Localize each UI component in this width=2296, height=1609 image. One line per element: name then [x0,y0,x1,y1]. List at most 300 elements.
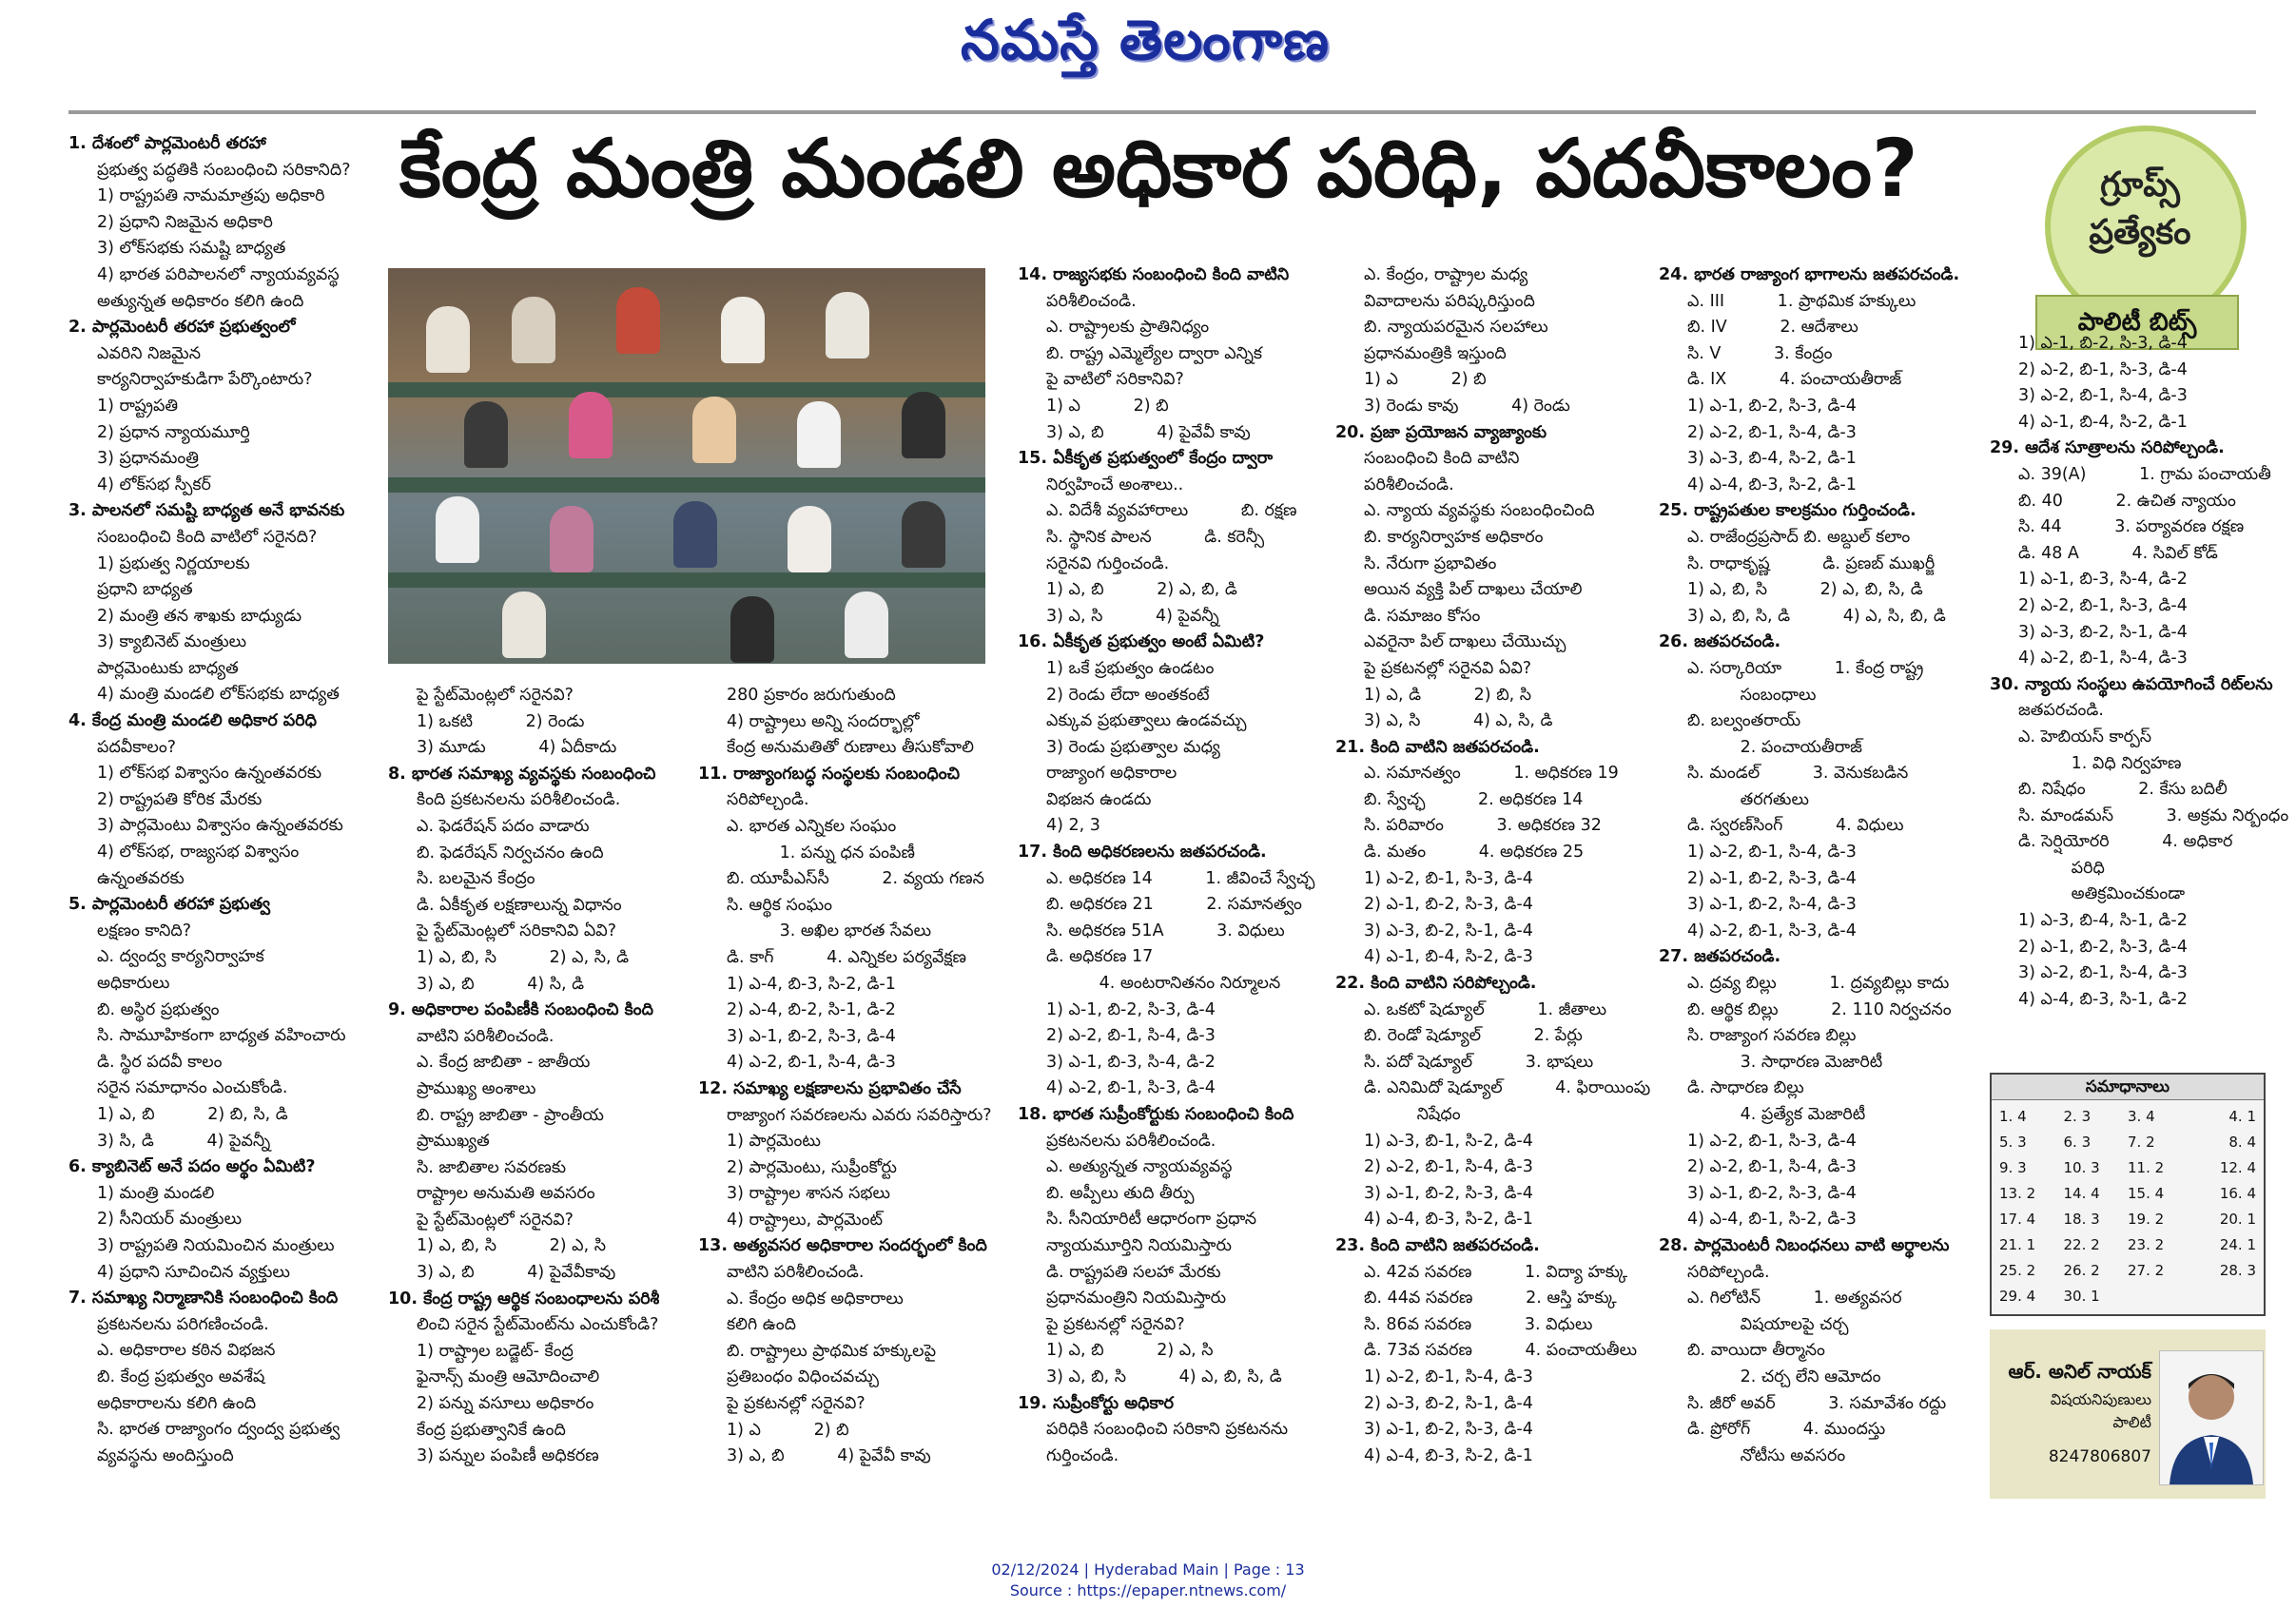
text-line: ఎ. ద్వంద్వ కార్యనిర్వాహక [97,947,264,967]
text-line: 1) ఎ-4, బి-3, సి-2, డి-1 [727,974,896,994]
text-line: 280 ప్రకారం జరుగుతుంది [727,686,896,705]
column-5 [1335,262,1659,1469]
member-figure [721,297,765,363]
text-line: కలిగి ఉంది [727,1315,796,1335]
text-line: 4) భారత పరిపాలనలో న్యాయవ్యవస్థ [97,264,340,284]
answer-item: 8. 4 [2228,1134,2256,1151]
text-line: ఎ. కేంద్రం అధిక అధికారాలు [727,1289,904,1309]
answer-item: 7. 2 [2128,1134,2155,1151]
text-line: లక్షణం కానిది? [97,921,191,940]
text-line: 2. పార్లమెంటరీ తరహా ప్రభుత్వంలో [68,318,296,338]
text-line: పై ప్రకటనల్లో సరైనవి? [1046,1314,1185,1334]
text-line: వ్యవస్థను అందిస్తుంది [97,1445,234,1465]
parliament-photo [388,268,985,664]
text-line: ఎ. విదేశీ వ్యవహారాలు బి. రక్షణ [1046,501,1297,521]
text-line: బి. అధికరణ 21 2. సమానత్వం [1046,895,1302,915]
text-line: బి. యూపీఎస్‌సీ 2. వ్యయ గణన [727,869,984,889]
text-line: 2) ప్రధాన న్యాయమూర్తి [97,422,250,442]
member-figure [436,496,479,563]
text-line: సి. రాజ్యాంగ సవరణ బిల్లు [1687,1026,1857,1046]
text-line: 3) ఎ, బి 4) పైవేవీకావు [417,1263,616,1283]
member-figure [845,591,888,658]
text-line: 1) పార్లమెంటు [727,1132,821,1152]
answer-item: 29. 4 [1999,1288,2036,1305]
text-line: ఎ. III 1. ప్రాథమిక హక్కులు [1687,291,1917,311]
text-line: 2) ఎ-2, బి-1, సి-4, డి-3 [1687,1157,1857,1177]
text-line: గుర్తించండి. [1046,1445,1119,1465]
answer-item: 6. 3 [2063,1134,2092,1151]
text-line: 26. జతపరచండి. [1659,632,1781,652]
text-line: 14. రాజ్యసభకు సంబంధించి కింది వాటిని [1018,265,1290,284]
text-line: 1) ఎ-1, బి-3, సి-4, డి-2 [2018,570,2188,590]
answer-item: 23. 2 [2128,1236,2165,1253]
text-line: 4) ఎ-4, బి-1, సి-2, డి-3 [1687,1210,1857,1230]
text-line: 3) ఎ-1, బి-2, సి-3, డి-4 [1687,1183,1857,1203]
answer-item: 13. 2 [1999,1185,2036,1202]
text-line: 3) ఎ-3, బి-2, సి-1, డి-4 [1364,921,1533,940]
text-line: 21. కింది వాటిని జతపరచండి. [1335,737,1540,757]
text-line: ప్రాముఖ్యత [417,1132,490,1152]
text-line: 2) ఎ-1, బి-2, సి-3, డి-4 [1687,868,1857,888]
text-line: 2) ఎ-1, బి-2, సి-3, డి-4 [1364,895,1533,915]
text-line: 2) రెండు లేదా అంతకంటే [1046,685,1210,705]
text-line: 1) ఎ 2) బి [1364,370,1487,390]
text-line: 1) ఎ-3, బి-4, సి-1, డి-2 [2018,911,2188,931]
text-line: 17. కింది అధికరణలను జతపరచండి. [1018,843,1267,863]
text-line: ప్రధాని బాధ్యత [97,580,193,600]
answer-item: 20. 1 [2219,1211,2256,1228]
text-line: వివాదాలను పరిష్కరిస్తుంది [1364,291,1535,311]
text-line: 2) మంత్రి తన శాఖకు బాధ్యుడు [97,606,302,626]
text-line: 3) ప్రధానమంత్రి [97,449,199,469]
text-line: సంబంధించి కింది వాటిలో సరైనది? [97,527,318,547]
text-line: పై ప్రకటనల్లో సరైనవి? [727,1394,866,1414]
text-line: పదవీకాలం? [97,737,176,757]
text-line: 3. అఖిల భారత సేవలు [727,921,932,941]
text-line: డి. కాగ్ 4. ఎన్నికల పర్యవేక్షణ [727,947,967,967]
text-line: సి. జీరో అవర్ 3. సమావేశం రద్దు [1687,1393,1947,1413]
text-line: ఎ. సర్కారియా 1. కేంద్ర రాష్ట్ర [1687,658,1924,678]
text-line: 1. పన్ను ధన పంపిణీ [727,843,915,863]
answer-item: 11. 2 [2128,1159,2165,1176]
text-line: 15. ఏకీకృత ప్రభుత్వంలో కేంద్రం ద్వారా [1018,449,1274,469]
column-6 [1659,262,1973,1469]
text-line: బి. కార్యనిర్వాహక అధికారం [1364,527,1544,547]
member-figure [616,287,660,354]
text-line: డి. మతం 4. అధికరణ 25 [1364,843,1585,863]
text-line: ఎ. అధికారాల కఠిన విభజన [97,1341,276,1361]
text-line: సి. మాండమస్ 3. అక్రమ నిర్బంధం [2018,805,2289,825]
groups-special-badge [2035,126,2245,337]
text-line: 4) ఎ-2, బి-1, సి-4, డి-3 [727,1053,896,1073]
text-line: ఎ. 39(A) 1. గ్రామ పంచాయతీ [2018,464,2271,484]
answers-grid [1992,1100,2264,1313]
author-photo [2159,1350,2264,1485]
text-line: 6. క్యాబినెట్ అనే పదం అర్థం ఏమిటి? [68,1157,316,1177]
text-line: 3) ఎ, బి, సి 4) ఎ, బి, సి, డి [1046,1367,1282,1386]
text-line: 3) ఎ, బి 4) పైవేవీ కావు [1046,422,1251,442]
text-line: 4) 2, 3 [1046,816,1100,836]
answer-item: 16. 4 [2219,1185,2256,1202]
bench-row [388,477,985,493]
text-line: 2) ఎ-3, బి-2, సి-1, డి-4 [1364,1393,1533,1413]
text-line: 3. సాధారణ మెజారిటీ [1687,1052,1883,1072]
text-line: 3) ఎ, బి 4) పైవేవీ కావు [727,1446,931,1466]
text-line: బి. బల్వంతరాయ్ [1687,711,1801,731]
text-line: డి. స్వరణ్‌సింగ్ 4. విధులు [1687,816,1904,836]
text-line: 1) ఎ-1, బి-2, సి-3, డి-4 [2018,334,2188,353]
badge-line-1: గ్రూప్స్ [2100,165,2180,204]
text-line: 3) ఎ, సి 4) పైవన్నీ [1046,606,1219,626]
text-line: ఎ. కేంద్ర జాబితా - జాతీయ [417,1053,591,1073]
author-avatar-icon [2160,1351,2263,1484]
text-line: రాష్ట్రాల అనుమతి అవసరం [417,1184,595,1204]
text-line: బి. స్వేచ్ఛ 2. అధికరణ 14 [1364,789,1584,809]
footer-source-line: Source : https://epaper.ntnews.com/ [1009,1581,1287,1599]
text-line: 19. సుప్రీంకోర్టు అధికార [1018,1393,1175,1413]
answer-item: 25. 2 [1999,1262,2036,1279]
text-line: సి. భారత రాజ్యాంగం ద్వంద్వ ప్రభుత్వ [97,1420,341,1440]
answer-item: 21. 1 [1999,1236,2036,1253]
text-line: బి. న్యాయపరమైన సలహాలు [1364,318,1548,338]
text-line: 4) ప్రధాని సూచించిన వ్యక్తులు [97,1262,290,1282]
text-line: ఎ. సమానత్వం 1. అధికరణ 19 [1364,764,1619,784]
text-line: 1) ఎ, బి 2) ఎ, సి [1046,1341,1214,1361]
text-line: డి. 73వ సవరణ 4. పంచాయతీలు [1364,1341,1638,1361]
text-line: బి. రాష్ట్ర జాబితా - ప్రాంతీయ [417,1105,604,1125]
text-line: 1) ఎ, బి, సి 2) ఎ, సి [417,1236,606,1256]
text-line: 4. కేంద్ర మంత్రి మండలి అధికార పరిధి [68,711,317,731]
text-line: సి. సీనియారిటీ ఆధారంగా ప్రధాన [1046,1210,1257,1230]
answer-item: 15. 4 [2128,1185,2165,1202]
badge-ribbon: పాలిటీ బిట్స్ [2035,295,2239,350]
text-line: వాటిని పరిశీలించండి. [727,1263,865,1283]
text-line: ప్రకటనలను పరిగణించండి. [97,1314,269,1334]
text-line: బి. అప్పీలు తుది తీర్పు [1046,1183,1195,1203]
text-line: 1) ప్రభుత్వ నిర్ణయాలకు [97,553,250,573]
text-line: సరిపోల్చండి. [727,790,809,810]
page-footer [0,1560,2296,1601]
text-line: ప్రభుత్వ పద్ధతికి సంబంధించి సరికానిది? [97,160,351,180]
text-line: 9. అధికారాల పంపిణీకి సంబంధించి కింది [388,1000,654,1020]
text-line: సరైన సమాధానం ఎంచుకోండి. [97,1078,288,1098]
text-line: 1) ఎ, బి 2) బి, సి, డి [97,1104,288,1124]
text-line: బి. 44వ సవరణ 2. ఆస్తి హక్కు [1364,1289,1617,1309]
text-line: 1) ఒకే ప్రభుత్వం ఉండటం [1046,658,1215,678]
text-line: అధికారాలను కలిగి ఉంది [97,1393,257,1413]
text-line: 1) ఎ-3, బి-1, సి-2, డి-4 [1364,1131,1533,1151]
text-line: 2) పార్లమెంటు, సుప్రీంకోర్టు [727,1157,897,1177]
text-line: పరిధి [2018,858,2105,878]
text-line: 2) రాష్ట్రపతి కోరిక మేరకు [97,789,263,809]
text-line: 1) మంత్రి మండలి [97,1183,215,1203]
text-line: 16. ఏకీకృత ప్రభుత్వం అంటే ఏమిటి? [1018,632,1265,652]
text-line: ఎవరైనా పిల్ దాఖలు చేయొచ్చు [1364,632,1566,652]
text-line: బి. అస్థిర ప్రభుత్వం [97,999,220,1019]
text-line: సి. ఆర్థిక సంఘం [727,895,832,915]
text-line: రాజ్యాంగ అధికారాల [1046,764,1177,784]
text-line: విభజన ఉండదు [1046,789,1152,809]
text-line: డి. IX 4. పంచాయతీరాజ్ [1687,370,1902,390]
text-line: అధికారులు [97,974,170,993]
text-line: 23. కింది వాటిని జతపరచండి. [1335,1235,1540,1255]
text-line: 4. ప్రత్యేక మెజారిటీ [1687,1105,1866,1124]
text-line: 4. అంటరానితనం నిర్మూలన [1046,974,1281,994]
text-line: డి. ప్రోరోగ్ 4. ముందస్తు [1687,1420,1886,1440]
text-line: పరిధికి సంబంధించి సరికాని ప్రకటనను [1046,1420,1289,1440]
member-figure [902,501,945,568]
text-line: బి. వాయిదా తీర్మానం [1687,1341,1825,1361]
text-line: 1) ఎ, బి, సి 2) ఎ, సి, డి [417,947,630,967]
text-line: సి. బలమైన కేంద్రం [417,869,535,889]
text-line: 12. సమాఖ్య లక్షణాలను ప్రభావితం చేసే [698,1078,962,1098]
text-line: 1) ఒకటి 2) రెండు [417,711,585,731]
member-figure [692,397,736,463]
text-line: బి. రాష్ట్ర ఎమ్మెల్యేల ద్వారా ఎన్నిక [1046,343,1263,363]
author-box [1990,1329,2266,1499]
member-figure [673,501,717,568]
answer-item: 27. 2 [2128,1262,2165,1279]
column-4 [1018,262,1332,1469]
text-line: 30. న్యాయ సంస్థలు ఉపయోగించే రిట్‌లను [1990,674,2273,694]
text-line: 3) రాష్ట్రపతి నియమించిన మంత్రులు [97,1235,335,1255]
answers-title: సమాధానాలు [1992,1075,2264,1100]
text-line: సి. అధికరణ 51A 3. విధులు [1046,921,1285,940]
text-line: 5. పార్లమెంటరీ తరహా ప్రభుత్వ [68,895,271,915]
author-role [1990,1388,2151,1434]
text-line: 27. జతపరచండి. [1659,947,1781,967]
text-line: ఎ. గిలోటిన్ 1. అత్యవసర [1687,1289,1902,1309]
text-line: 29. ఆదేశ సూత్రాలను సరిపోల్చండి. [1990,438,2225,458]
answer-item: 22. 2 [2063,1236,2100,1253]
text-line: 24. భారత రాజ్యాంగ భాగాలను జతపరచండి. [1659,265,1960,284]
text-line: 3) రాష్ట్రాల శాసన సభలు [727,1184,890,1204]
text-line: బి. రెండో షెడ్యూల్ 2. పేర్లు [1364,1026,1583,1046]
text-line: నోటీసు అవసరం [1687,1445,1846,1465]
answer-item: 4. 1 [2228,1108,2256,1125]
text-line: 3) రెండు కావు 4) రెండు [1364,396,1570,416]
answer-item: 9. 3 [1999,1159,2027,1176]
text-line: 2) ప్రధాని నిజమైన అధికారి [97,212,273,232]
answer-item: 28. 3 [2219,1262,2256,1279]
text-line: సరిపోల్చండి. [1687,1262,1770,1282]
column-2 [388,683,683,1470]
text-line: సి. 86వ సవరణ 3. విధులు [1364,1314,1593,1334]
text-line: ప్రధానమంత్రిని నియమిస్తారు [1046,1289,1227,1309]
author-phone: 8247806807 [2048,1447,2151,1466]
text-line: ఎవరిని నిజమైన [97,343,201,363]
text-line: ప్రతిబంధం విధించవచ్చు [727,1367,880,1387]
text-line: ప్రకటనలను పరిశీలించండి. [1046,1131,1216,1151]
text-line: 2) ఎ-1, బి-2, సి-3, డి-4 [2018,937,2188,957]
text-line: 3. పాలనలో సమష్టి బాధ్యత అనే భావనకు [68,501,345,521]
text-line: పరిశీలించండి. [1364,475,1454,494]
text-line: సి. పదో షెడ్యూల్ 3. భాషలు [1364,1052,1594,1072]
text-line: అతిక్రమించకుండా [2018,884,2186,904]
author-role-line-1: విషయనిపుణులు [2050,1390,2151,1408]
text-line: 20. ప్రజా ప్రయోజన వ్యాజ్యాంకు [1335,422,1547,442]
text-line: 3) ఎ, సి 4) ఎ, సి, డి [1364,711,1553,731]
text-line: సరైనవి గుర్తించండి. [1046,553,1170,573]
text-line: 2) సీనియర్ మంత్రులు [97,1210,243,1230]
text-line: ఎ. ద్రవ్య బిల్లు 1. ద్రవ్యబిల్లు కాదు [1687,974,1950,994]
answer-item: 1. 4 [1999,1108,2027,1125]
text-line: అత్యున్నత అధికారం కలిగి ఉంది [97,291,304,311]
text-line: 11. రాజ్యాంగబద్ధ సంస్థలకు సంబంధించి [698,764,960,784]
text-line: 3) ఎ-2, బి-1, సి-4, డి-3 [2018,963,2188,983]
text-line: కేంద్ర అనుమతితో రుణాలు తీసుకోవాలి [727,738,974,758]
text-line: 4) ఎ-1, బి-4, సి-2, డి-3 [1364,947,1533,967]
text-line: 28. పార్లమెంటరీ నిబంధనలు వాటి అర్థాలను [1659,1235,1950,1255]
text-line: 1) ఎ-2, బి-1, సి-3, డి-4 [1364,868,1533,888]
text-line: ఎ. ఒకటో షెడ్యూల్ 1. జీతాలు [1364,999,1607,1019]
text-line: 3) ఎ, బి 4) సి, డి [417,974,585,994]
page-headline: కేంద్ర మంత్రి మండలి అధికార పరిధి, పదవీకాలం? [399,122,1918,215]
answer-item: 10. 3 [2063,1159,2100,1176]
text-line: 4) లోక్‌సభ, రాజ్యసభ విశ్వాసం [97,843,300,863]
bench-row [388,382,985,397]
masthead [0,0,2296,95]
text-line: బి. రాష్ట్రాలు ప్రాథమిక హక్కులపై [727,1341,937,1361]
text-line: 3) ఎ-1, బి-3, సి-4, డి-2 [1046,1052,1216,1072]
text-line: ఫైనాన్స్ మంత్రి ఆమోదించాలి [417,1367,600,1387]
text-line: 4) ఎ-1, బి-4, సి-2, డి-1 [2018,412,2188,432]
text-line: 1) ఎ-2, బి-1, సి-3, డి-4 [1687,1131,1857,1151]
text-line: 1) ఎ-1, బి-2, సి-3, డి-4 [1687,396,1857,416]
text-line: 1) లోక్‌సభ విశ్వాసం ఉన్నంతవరకు [97,764,322,784]
text-line: 1) ఎ-2, బి-1, సి-4, డి-3 [1687,843,1857,863]
text-line: సంబంధాలు [1687,685,1817,705]
text-line: సి. మండల్ 3. వెనుకబడిన [1687,764,1909,784]
text-line: 3) క్యాబినెట్ మంత్రులు [97,632,247,652]
text-line: 22. కింది వాటిని సరిపోల్చండి. [1335,974,1537,994]
text-line: ఎ. ఫెడరేషన్ పదం వాడారు [417,816,590,836]
text-line: ఎ. అధికరణ 14 1. జీవించే స్వేచ్ఛ [1046,868,1315,888]
text-line: 3) లోక్‌సభకు సమష్టి బాధ్యత [97,239,286,259]
text-line: ఎ. రాజేంద్రప్రసాద్ బి. అబ్దుల్ కలాం [1687,527,1911,547]
badge-line-2: ప్రత్యేకం [2089,213,2191,252]
text-line: రాజ్యాంగ సవరణలను ఎవరు సవరిస్తారు? [727,1105,992,1125]
text-line: సి. స్థానిక పాలన డి. కరెన్సీ [1046,527,1265,547]
text-line: పై స్టేట్‌మెంట్లలో సరైనవి? [417,686,574,705]
text-line: నిషేధం [1364,1105,1461,1124]
text-line: పై వాటిలో సరికానివి? [1046,370,1184,390]
text-line: బి. IV 2. ఆదేశాలు [1687,318,1858,338]
text-line: ఎ. కేంద్రం, రాష్ట్రాల మధ్య [1364,265,1528,284]
answer-item: 26. 2 [2063,1262,2100,1279]
text-line: 2. చర్చ లేని ఆమోదం [1687,1367,1881,1386]
text-line: డి. అధికరణ 17 [1046,947,1154,967]
text-line: లించి సరైన స్టేట్‌మెంట్‌ను ఎంచుకోండి? [417,1315,659,1335]
column-3 [698,683,993,1470]
member-figure [902,392,945,458]
text-line: డి. సాధారణ బిల్లు [1687,1078,1804,1098]
text-line: 8. భారత సమాఖ్య వ్యవస్థకు సంబంధించి [388,764,656,784]
text-line: 2) ఎ-2, బి-1, సి-4, డి-3 [1364,1157,1533,1177]
member-figure [512,297,555,363]
text-line: 25. రాష్ట్రపతుల కాలక్రమం గుర్తించండి. [1659,501,1917,521]
text-line: ఎ. 42వ సవరణ 1. విద్యా హక్కు [1364,1262,1628,1282]
text-line: 1) ఎ-2, బి-1, సి-4, డి-3 [1364,1367,1533,1386]
author-name: ఆర్. అనిల్ నాయక్ [2008,1360,2151,1383]
answer-item: 24. 1 [2219,1236,2256,1253]
text-line: 4) రాష్ట్రాలు, పార్లమెంట్ [727,1210,884,1230]
text-line: 3) పార్లమెంటు విశ్వాసం ఉన్నంతవరకు [97,816,343,836]
text-line: 4) ఎ-2, బి-1, సి-3, డి-4 [1046,1078,1216,1098]
text-line: 3) ఎ-1, బి-2, సి-4, డి-3 [1687,895,1857,915]
text-line: ఎ. హెబియస్ కార్పస్ [2018,727,2152,746]
text-line: 4) ఎ-2, బి-1, సి-4, డి-3 [2018,649,2188,669]
text-line: బి. 40 2. ఉచిత న్యాయం [2018,491,2236,511]
text-line: పై స్టేట్‌మెంట్లలో సరికానివి ఏవి? [417,921,617,941]
answer-item: 3. 4 [2128,1108,2155,1125]
text-line: సి. 44 3. పర్యావరణ రక్షణ [2018,517,2245,537]
text-line: పరిశీలించండి. [1046,291,1137,311]
text-line: డి. ఎనిమిదో షెడ్యూల్ 4. ఫిరాయింపు [1364,1078,1651,1098]
text-line: బి. నిషేధం 2. కేసు బదిలీ [2018,780,2228,800]
member-figure [569,392,613,458]
text-line: నిర్వహించే అంశాలు.. [1046,475,1184,494]
text-line: 4) మంత్రి మండలి లోక్‌సభకు బాధ్యత [97,685,340,705]
text-line: పై స్టేట్‌మెంట్లలో సరైనవి? [417,1210,574,1230]
text-line: 1) రాష్ట్రపతి [97,396,179,416]
text-line: 3) సి, డి 4) పైవన్నీ [97,1131,271,1151]
column-1 [68,131,373,1469]
text-line: 1) రాష్ట్రపతి నామమాత్రపు అధికారి [97,186,325,206]
text-line: 4) ఎ-4, బి-3, సి-1, డి-2 [2018,989,2188,1009]
text-line: 3) ఎ-1, బి-2, సి-3, డి-4 [1364,1420,1533,1440]
text-line: కార్యనిర్వాహకుడిగా పేర్కొంటారు? [97,370,313,390]
text-line: 2) ఎ-2, బి-1, సి-4, డి-3 [1046,1026,1216,1046]
text-line: విషయాలపై చర్చ [1687,1314,1849,1334]
text-line: 4) ఎ-2, బి-1, సి-3, డి-4 [1687,921,1857,940]
text-line: ప్రధానమంత్రికి ఇస్తుంది [1364,343,1507,363]
answer-item: 12. 4 [2219,1159,2256,1176]
text-line: 3) పన్నుల పంపిణీ అధికరణ [417,1446,599,1466]
member-figure [426,306,470,373]
footer-date-line: 02/12/2024 | Hyderabad Main | Page : 13 [991,1561,1305,1579]
answer-item: 2. 3 [2063,1108,2092,1125]
member-figure [730,596,774,663]
text-line: 1) ఎ-1, బి-2, సి-3, డి-4 [1046,999,1216,1019]
text-line: 4) ఎ-4, బి-3, సి-2, డి-1 [1687,475,1857,494]
text-line: పార్లమెంటుకు బాధ్యత [97,658,239,678]
text-line: డి. 48 A 4. సివిల్ కోడ్ [2018,543,2218,563]
text-line: పై ప్రకటనల్లో సరైనవి ఏవి? [1364,658,1532,678]
author-role-line-2: పాలిటీ [2112,1413,2151,1431]
text-line: 2) పన్ను వసూలు అధికారం [417,1394,594,1414]
text-line: 2) ఎ-2, బి-1, సి-3, డి-4 [2018,359,2188,379]
text-line: 1. విధి నిర్వహణ [2018,753,2182,773]
text-line: డి. సమాజం కోసం [1364,606,1481,626]
member-figure [797,401,841,468]
text-line: తరగతులు [1687,789,1809,809]
text-line: 3) ఎ-3, బి-2, సి-1, డి-4 [2018,622,2188,642]
text-line: 1) ఎ, డి 2) బి, సి [1364,685,1532,705]
text-line: 3) ఎ-1, బి-2, సి-3, డి-4 [727,1026,896,1046]
text-line: సి. జాబితాల సవరణకు [417,1157,567,1177]
newspaper-logo: నమస్తే తెలంగాణ [961,8,1330,72]
text-line: డి. ఏకీకృత లక్షణాలున్న విధానం [417,895,622,915]
top-rule [68,110,2256,114]
text-line: 1) ఎ, బి 2) ఎ, బి, డి [1046,580,1237,600]
text-line: సంబంధించి కింది వాటిని [1364,449,1520,469]
text-line: ప్రాముఖ్య అంశాలు [417,1078,536,1098]
badge-text [2045,162,2235,257]
text-line: 4) లోక్‌సభ స్పీకర్ [97,475,211,494]
text-line: 7. సమాఖ్య నిర్మాణానికి సంబంధించి కింది [68,1289,339,1309]
text-line: వాటిని పరిశీలించండి. [417,1026,555,1046]
